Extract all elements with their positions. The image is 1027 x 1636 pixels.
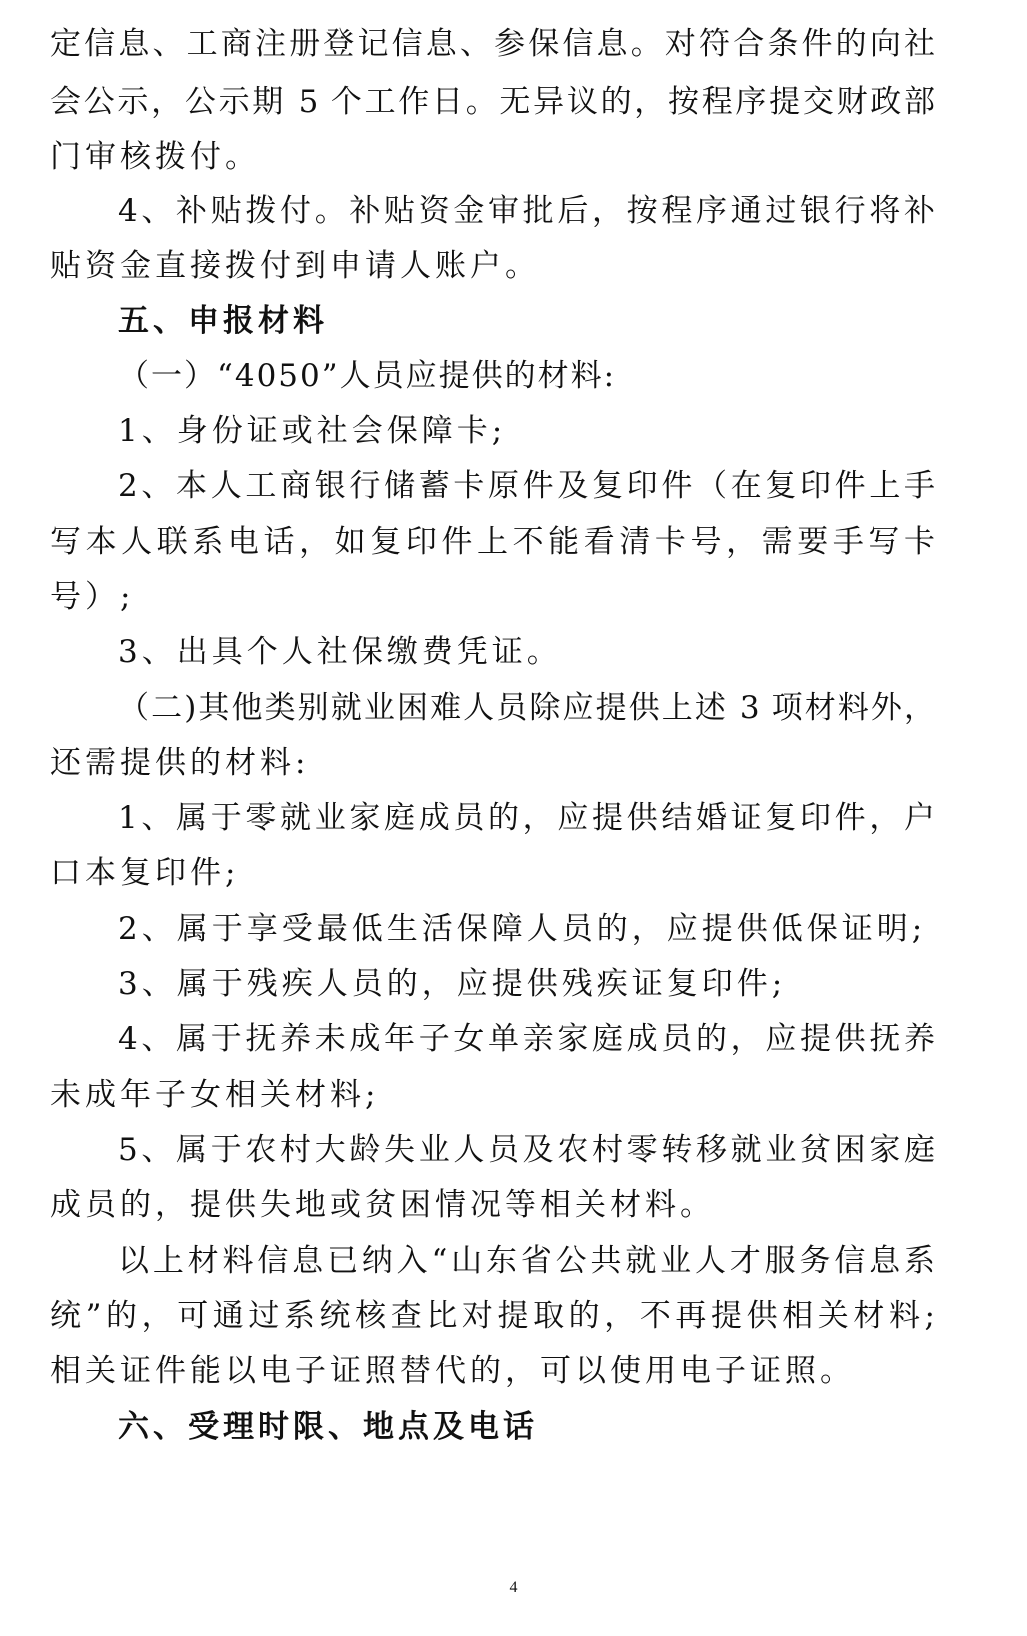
body-text-line: 写本人联系电话，如复印件上不能看清卡号，需要手写卡 <box>50 524 935 560</box>
body-text-line: 成员的，提供失地或贫困情况等相关材料。 <box>50 1187 715 1223</box>
section-heading: 五、申报材料 <box>118 303 328 339</box>
list-item: 1、身份证或社会保障卡; <box>118 413 507 449</box>
body-text-line: 统”的，可通过系统核查比对提取的，不再提供相关材料; <box>50 1298 935 1334</box>
page-number: 4 <box>509 1579 518 1596</box>
body-text-line: 门审核拨付。 <box>50 139 260 175</box>
body-text-line: 还需提供的材料: <box>50 745 310 781</box>
list-item: 4、属于抚养未成年子女单亲家庭成员的，应提供抚养 <box>118 1021 935 1057</box>
body-text-line: 定信息、工商注册登记信息、参保信息。对符合条件的向社 <box>50 26 935 62</box>
list-item: 3、出具个人社保缴费凭证。 <box>118 634 562 670</box>
list-item: 5、属于农村大龄失业人员及农村零转移就业贫困家庭 <box>118 1132 935 1168</box>
body-text-line: 口本复印件; <box>50 855 240 891</box>
body-text-line: 号）; <box>50 579 135 615</box>
body-text-line: 4、补贴拨付。补贴资金审批后，按程序通过银行将补 <box>118 193 935 229</box>
list-item: 2、属于享受最低生活保障人员的，应提供低保证明; <box>118 911 927 947</box>
body-text-line: 贴资金直接拨付到申请人账户。 <box>50 248 540 284</box>
body-text-line: 会公示，公示期 5 个工作日。无异议的，按程序提交财政部 <box>50 84 935 120</box>
body-text-line: 未成年子女相关材料; <box>50 1077 380 1113</box>
list-item: 2、本人工商银行储蓄卡原件及复印件（在复印件上手 <box>118 468 935 504</box>
body-text-line: 以上材料信息已纳入“山东省公共就业人才服务信息系 <box>118 1243 935 1279</box>
list-item: 1、属于零就业家庭成员的，应提供结婚证复印件，户 <box>118 800 935 836</box>
body-text-line: 相关证件能以电子证照替代的，可以使用电子证照。 <box>50 1353 855 1389</box>
list-item: 3、属于残疾人员的，应提供残疾证复印件; <box>118 966 787 1002</box>
subsection-heading: （一）“4050”人员应提供的材料: <box>118 358 617 394</box>
subsection-heading: （二)其他类别就业困难人员除应提供上述 3 项材料外， <box>118 690 935 726</box>
section-heading: 六、受理时限、地点及电话 <box>118 1409 538 1445</box>
